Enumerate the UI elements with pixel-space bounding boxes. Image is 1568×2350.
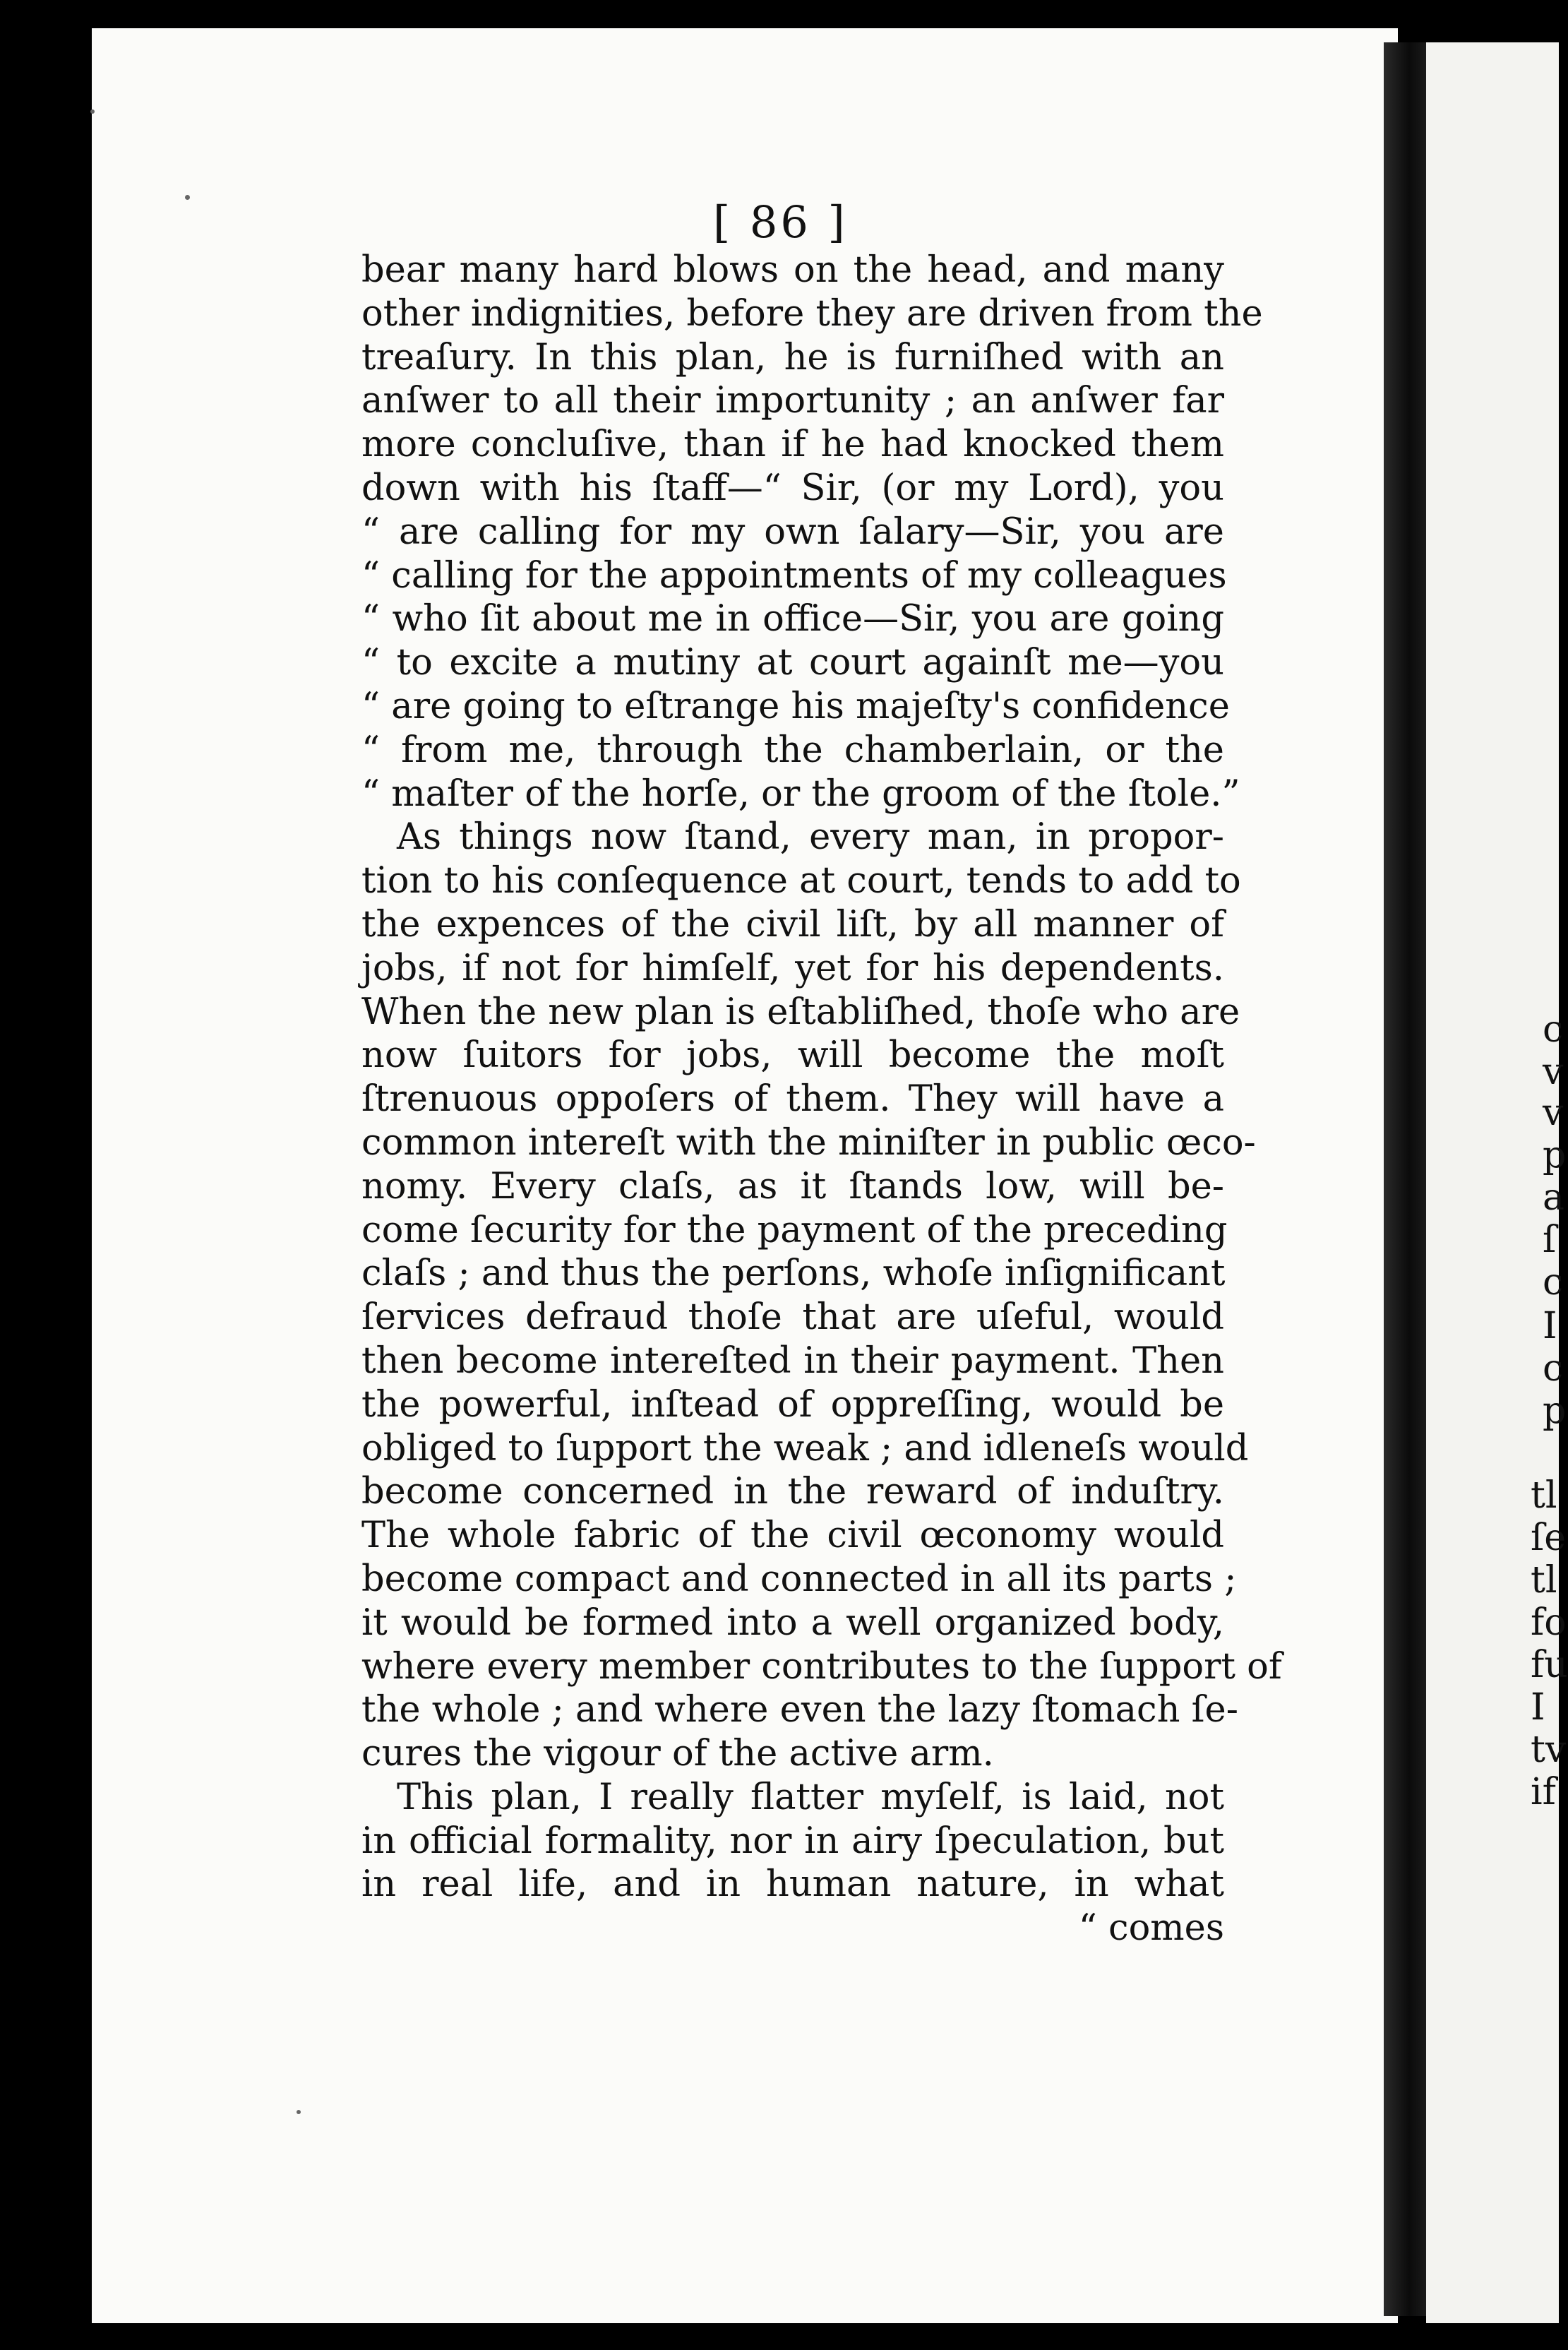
body-text bbox=[361, 249, 1282, 1950]
text-line: bear many hard blows on the head, and many bbox=[361, 249, 1224, 291]
text-line: other indignities, before they are driven from the bbox=[361, 292, 1263, 335]
text-line: in official formality, nor in airy ſpeculation, but bbox=[361, 1820, 1224, 1862]
text-line: where every member contributes to the ſupport of bbox=[361, 1645, 1282, 1688]
text-line: “ are calling for my own ſalary—Sir, you are bbox=[361, 511, 1224, 553]
text-line: come ſecurity for the payment of the preceding bbox=[361, 1209, 1228, 1251]
text-line: then become intereſted in their payment. Then bbox=[361, 1340, 1224, 1382]
dust-speck bbox=[185, 195, 190, 200]
text-line: the expences of the civil liſt, by all manner of bbox=[361, 903, 1224, 946]
text-line: in real life, and in human nature, in what bbox=[361, 1863, 1224, 1906]
page-number-header: [ 86 ] bbox=[713, 196, 848, 248]
facing-page-letter: fu bbox=[1531, 1644, 1568, 1686]
text-line: “ maſter of the horſe, or the groom of the ſtole.” bbox=[361, 773, 1240, 815]
facing-page-letter: fo bbox=[1531, 1602, 1567, 1644]
facing-page-letter: if bbox=[1531, 1771, 1556, 1813]
facing-page-letter: ſe bbox=[1531, 1517, 1567, 1559]
text-line: This plan, I really flatter myſelf, is laid, not bbox=[397, 1776, 1224, 1818]
facing-page-letter: p bbox=[1543, 1134, 1567, 1176]
text-line: claſs ; and thus the perſons, whoſe inſignificant bbox=[361, 1253, 1226, 1295]
text-line: “ calling for the appointments of my colleagues bbox=[361, 554, 1227, 597]
text-line: “ are going to eſtrange his majeſty's confidence bbox=[361, 685, 1230, 727]
facing-page-letter: p bbox=[1543, 1390, 1567, 1432]
facing-page-letter: I bbox=[1531, 1686, 1545, 1729]
facing-page-letter: a bbox=[1543, 1176, 1565, 1219]
text-line: the powerful, inſtead of oppreſſing, would be bbox=[361, 1383, 1224, 1426]
text-line: “ to excite a mutiny at court againſt me—you bbox=[361, 642, 1224, 684]
catchword: “ comes bbox=[1078, 1907, 1224, 1950]
text-line: more concluſive, than if he had knocked them bbox=[361, 424, 1224, 466]
text-line: nomy. Every claſs, as it ſtands low, will be- bbox=[361, 1165, 1224, 1207]
text-line: When the new plan is eſtabliſhed, thoſe who are bbox=[361, 991, 1240, 1033]
text-line: cures the vigour of the active arm. bbox=[361, 1733, 994, 1775]
text-line: obliged to ſupport the weak ; and idleneſs would bbox=[361, 1427, 1249, 1469]
text-line: As things now ſtand, every man, in propor- bbox=[397, 816, 1224, 859]
text-line: ſervices defraud thoſe that are uſeful, would bbox=[361, 1296, 1224, 1339]
text-line: become concerned in the reward of induſtry. bbox=[361, 1471, 1224, 1513]
text-line: The whole fabric of the civil œconomy would bbox=[361, 1515, 1224, 1557]
facing-page-letter: v bbox=[1543, 1051, 1564, 1093]
text-line: common intereſt with the miniſter in public œco- bbox=[361, 1121, 1256, 1164]
text-line: “ from me, through the chamberlain, or the bbox=[361, 729, 1224, 771]
facing-page-letter: I bbox=[1543, 1305, 1557, 1347]
facing-page-letter: tl bbox=[1531, 1474, 1557, 1517]
facing-page-edge bbox=[1426, 42, 1559, 2323]
text-line: become compact and connected in all its parts ; bbox=[361, 1558, 1237, 1600]
facing-page-letter: c bbox=[1543, 1347, 1564, 1390]
facing-page-letter: tl bbox=[1531, 1559, 1557, 1602]
text-line: now ſuitors for jobs, will become the moſt bbox=[361, 1034, 1224, 1077]
facing-page-letter: v bbox=[1543, 1092, 1564, 1134]
text-line: treaſury. In this plan, he is furniſhed with an bbox=[361, 336, 1224, 378]
text-line: the whole ; and where even the lazy ſtomach ſe- bbox=[361, 1689, 1238, 1731]
text-line: anſwer to all their importunity ; an anſwer far bbox=[361, 380, 1224, 422]
text-line: jobs, if not for himſelf, yet for his dependents. bbox=[361, 947, 1224, 989]
text-line: tion to his conſequence at court, tends to add to bbox=[361, 860, 1241, 902]
text-line: it would be formed into a well organized body, bbox=[361, 1602, 1224, 1644]
text-line: down with his ſtaff—“ Sir, (or my Lord), you bbox=[361, 467, 1224, 509]
facing-page-letter: ſ bbox=[1543, 1219, 1557, 1261]
text-line: “ who ſit about me in office—Sir, you are going bbox=[361, 598, 1224, 640]
text-line: ſtrenuous oppoſers of them. They will have a bbox=[361, 1078, 1224, 1121]
book-gutter bbox=[1384, 42, 1426, 2316]
facing-page-letter: tv bbox=[1531, 1729, 1567, 1771]
dust-speck bbox=[297, 2110, 301, 2114]
dust-speck bbox=[90, 109, 95, 114]
facing-page-letter: c bbox=[1543, 1261, 1564, 1304]
facing-page-letter: c bbox=[1543, 1008, 1564, 1051]
